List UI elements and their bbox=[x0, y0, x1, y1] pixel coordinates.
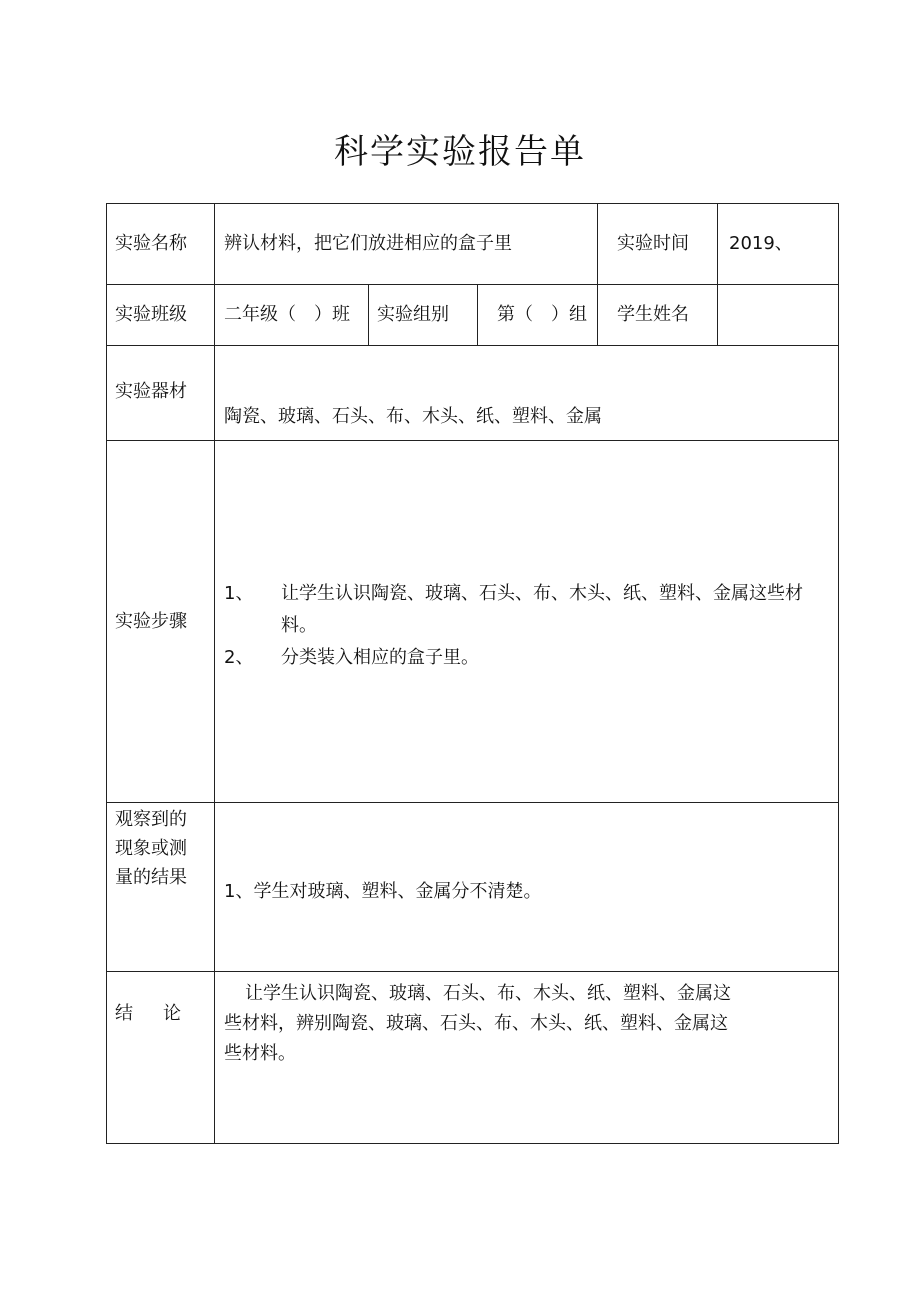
step-item bbox=[224, 642, 824, 674]
label-student-name: 学生姓名 bbox=[617, 304, 689, 325]
label-equipment: 实验器材 bbox=[115, 381, 187, 402]
step-text: 分类装入相应的盒子里。 bbox=[281, 647, 479, 668]
table-column-divider bbox=[368, 284, 369, 345]
table-border-right bbox=[838, 203, 839, 1144]
table-column-divider bbox=[717, 203, 718, 345]
table-column-divider bbox=[597, 203, 598, 345]
table-border-left bbox=[106, 203, 107, 1144]
table-row-divider bbox=[106, 971, 839, 972]
label-conclusion: 结 论 bbox=[115, 1003, 187, 1024]
label-experiment-name: 实验名称 bbox=[115, 233, 187, 254]
table-row-divider bbox=[106, 284, 839, 285]
table-column-divider bbox=[477, 284, 478, 345]
page-title: 科学实验报告单 bbox=[334, 132, 586, 172]
label-experiment-time: 实验时间 bbox=[617, 233, 689, 254]
label-experiment-class: 实验班级 bbox=[115, 304, 187, 325]
label-observation-line: 现象或测 bbox=[115, 838, 187, 859]
step-item bbox=[224, 578, 824, 642]
step-number: 2、 bbox=[224, 647, 254, 668]
value-experiment-group: 第（ ）组 bbox=[497, 304, 587, 325]
value-conclusion-line: 让学生认识陶瓷、玻璃、石头、布、木头、纸、塑料、金属这 bbox=[245, 983, 731, 1004]
label-observation-line: 观察到的 bbox=[115, 809, 187, 830]
value-experiment-name: 辨认材料，把它们放进相应的盒子里 bbox=[224, 233, 512, 254]
value-experiment-time: 2019、 bbox=[729, 233, 793, 254]
table-row-divider bbox=[106, 345, 839, 346]
value-equipment: 陶瓷、玻璃、石头、布、木头、纸、塑料、金属 bbox=[224, 406, 602, 427]
label-experiment-group: 实验组别 bbox=[377, 304, 449, 325]
step-number: 1、 bbox=[224, 583, 254, 604]
value-experiment-class: 二年级（ ）班 bbox=[224, 304, 350, 325]
step-text: 让学生认识陶瓷、玻璃、石头、布、木头、纸、塑料、金属这些材料。 bbox=[281, 583, 803, 636]
table-border-bottom bbox=[106, 1143, 839, 1144]
table-border-top bbox=[106, 203, 839, 204]
value-conclusion-line: 些材料。 bbox=[224, 1043, 296, 1064]
label-observation-line: 量的结果 bbox=[115, 867, 187, 888]
table-row-divider bbox=[106, 802, 839, 803]
table-row-divider bbox=[106, 440, 839, 441]
table-column-divider bbox=[214, 203, 215, 1144]
value-conclusion-line: 些材料，辨别陶瓷、玻璃、石头、布、木头、纸、塑料、金属这 bbox=[224, 1013, 728, 1034]
value-observation: 1、学生对玻璃、塑料、金属分不清楚。 bbox=[224, 881, 542, 902]
label-steps: 实验步骤 bbox=[115, 611, 187, 632]
